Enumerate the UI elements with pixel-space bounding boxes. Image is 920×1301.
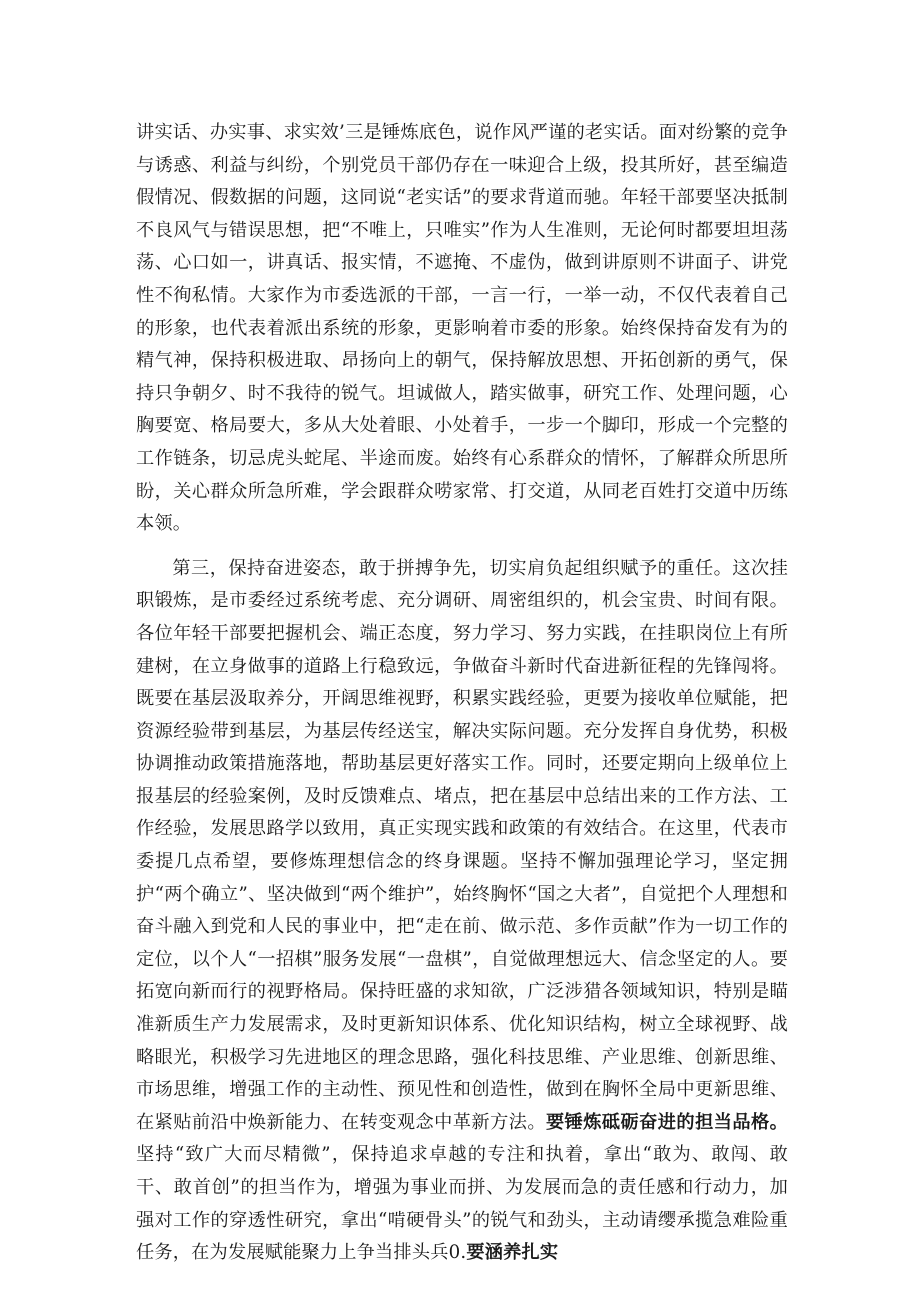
paragraph-2-bold-heading-2: 要涵养扎实 — [466, 1242, 559, 1264]
document-body — [136, 117, 788, 1270]
paragraph-2-text-2: 坚持“致广大而尽精微”，保持追求卓越的专注和执着，拿出“敢为、敢闯、敢干、敢首创”的担当作为，增强为事业而拼、为发展而急的责任感和行动力，加强对工作的穿透性研究，拿出“啃硬骨头”的锐气和劲头，主动请缨承揽急难险重任务，在为发展赋能聚力上争当排头兵0. — [136, 1144, 788, 1264]
paragraph-1 — [136, 117, 788, 541]
paragraph-2-bold-heading-1: 要锤炼砥砺奋进的担当品格。 — [545, 1111, 788, 1133]
paragraph-2-text-1: 第三，保持奋进姿态，敢于拼搏争先，切实肩负起组织赋予的重任。这次挂职锻炼，是市委经过系统考虑、充分调研、周密组织的，机会宝贵、时间有限。各位年轻干部要把握机会、端正态度，努力学习、努力实践，在挂职岗位上有所建树，在立身做事的道路上行稳致远，争做奋斗新时代奋进新征程的先锋闯将。既要在基层汲取养分，开阔思维视野，积累实践经验，更要为接收单位赋能，把资源经验带到基层，为基层传经送宝，解决实际问题。充分发挥自身优势，积极协调推动政策措施落地，帮助基层更好落实工作。同时，还要定期向上级单位上报基层的经验案例，及时反馈难点、堵点，把在基层中总结出来的工作方法、工作经验，发展思路学以致用，真正实现实践和政策的有效结合。在这里，代表市委提几点希望，要修炼理想信念的终身课题。坚持不懈加强理论学习，坚定拥护“两个确立”、坚决做到“两个维护”，始终胸怀“国之大者”，自觉把个人理想和奋斗融入到党和人民的事业中，把“走在前、做示范、多作贡献”作为一切工作的定位，以个人“一招棋”服务发展“一盘棋”，自觉做理想远大、信念坚定的人。要拓宽向新而行的视野格局。保持旺盛的求知欲，广泛涉猎各领域知识，特别是瞄准新质生产力发展需求，及时更新知识体系、优化知识结构，树立全球视野、战略眼光，积极学习先进地区的理念思路，强化科技思维、产业思维、创新思维、市场思维，增强工作的主动性、预见性和创造性，做到在胸怀全局中更新思维、在紧贴前沿中焕新能力、在转变观念中革新方法。 — [136, 557, 788, 1133]
paragraph-2 — [136, 553, 788, 1270]
paragraph-1-text: 讲实话、办实事、求实效’三是锤炼底色，说作风严谨的老实话。面对纷繁的竞争与诱惑、利益与纠纷，个别党员干部仍存在一味迎合上级，投其所好，甚至编造假情况、假数据的问题，这同说“老实话”的要求背道而驰。年轻干部要坚决抵制不良风气与错误思想，把“不唯上，只唯实”作为人生准则，无论何时都要坦坦荡荡、心口如一，讲真话、报实情，不遮掩、不虚伪，做到讲原则不讲面子、讲党性不徇私情。大家作为市委选派的干部，一言一行，一举一动，不仅代表着自己的形象，也代表着派出系统的形象，更影响着市委的形象。始终保持奋发有为的精气神，保持积极进取、昂扬向上的朝气，保持解放思想、开拓创新的勇气，保持只争朝夕、时不我待的锐气。坦诚做人，踏实做事，研究工作、处理问题，心胸要宽、格局要大，多从大处着眼、小处着手，一步一个脚印，形成一个完整的工作链条，切忌虎头蛇尾、半途而废。始终有心系群众的情怀，了解群众所思所盼，关心群众所急所难，学会跟群众唠家常、打交道，从同老百姓打交道中历练本领。 — [136, 122, 788, 535]
